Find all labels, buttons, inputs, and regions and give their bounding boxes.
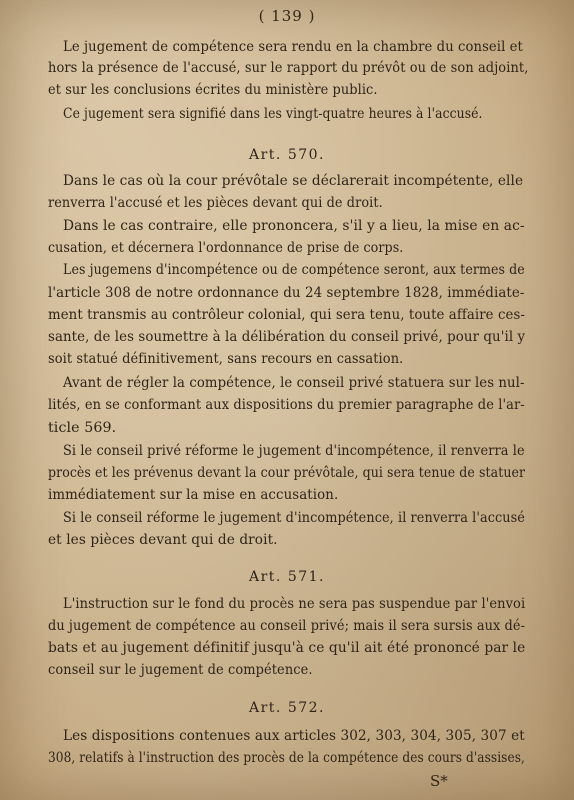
text-line: et les pièces devant qui de droit. [48,532,278,548]
text-line: cusation, et décernera l'ordonnance de prise de corps. [48,240,404,256]
article-heading-570: Art. 570. [248,147,325,163]
text-line: L'instruction sur le fond du procès ne sera pas suspendue par l'envoi [63,596,526,612]
text-line: lités, en se conformant aux dispositions du premier paragraphe de l'ar- [48,397,525,413]
text-line: Ce jugement sera signifié dans les vingt-quatre heures à l'accusé. [63,106,483,122]
text-line: Les jugemens d'incompétence ou de compétence seront, aux termes de [63,262,525,278]
text-line: conseil sur le jugement de compétence. [48,662,313,678]
text-line: soit statué définitivement, sans recours en cassation. [48,351,404,367]
text-line: 308, relatifs à l'instruction des procès de la compétence des cours d'assises, [48,750,525,766]
text-line: Le jugement de compétence sera rendu en la chambre du conseil et [63,39,523,55]
text-line: Avant de régler la compétence, le conseil privé statuera sur les nul- [63,375,525,391]
text-line: Les dispositions contenues aux articles 302, 303, 304, 305, 307 et [63,728,525,744]
text-line: hors la présence de l'accusé, sur le rapport du prévôt ou de son adjoint, [48,60,529,76]
text-line: renverra l'accusé et les pièces devant qui de droit. [48,195,383,211]
text-line: Si le conseil privé réforme le jugement d'incompétence, il renverra le [63,443,525,459]
text-line: Dans le cas contraire, elle prononcera, s'il y a lieu, la mise en ac- [63,218,525,234]
text-line: du jugement de compétence au conseil privé; mais il sera sursis aux dé- [48,618,526,634]
text-line: immédiatement sur la mise en accusation. [48,487,339,503]
text-line: Dans le cas où la cour prévôtale se déclarerait incompétente, elle [63,173,524,189]
text-line: procès et les prévenus devant la cour prévôtale, qui sera tenue de statuer [48,465,526,481]
article-heading-571: Art. 571. [248,569,325,585]
article-heading-572: Art. 572. [248,700,325,716]
signature-mark: S* [430,772,448,790]
page-number: ( 139 ) [258,7,316,25]
text-line: ment transmis au contrôleur colonial, qui sera tenu, toute affaire ces- [48,307,525,323]
text-line: Si le conseil réforme le jugement d'incompétence, il renverra l'accusé [63,510,525,526]
text-line: sante, de les soumettre à la délibération du conseil privé, pour qu'il y [48,329,526,345]
text-line: ticle 569. [48,420,117,436]
text-line: bats et au jugement définitif jusqu'à ce qu'il ait été prononcé par le [48,640,526,656]
text-line: et sur les conclusions écrites du ministère public. [48,82,378,98]
text-line: l'article 308 de notre ordonnance du 24 septembre 1828, immédiate- [48,285,525,301]
